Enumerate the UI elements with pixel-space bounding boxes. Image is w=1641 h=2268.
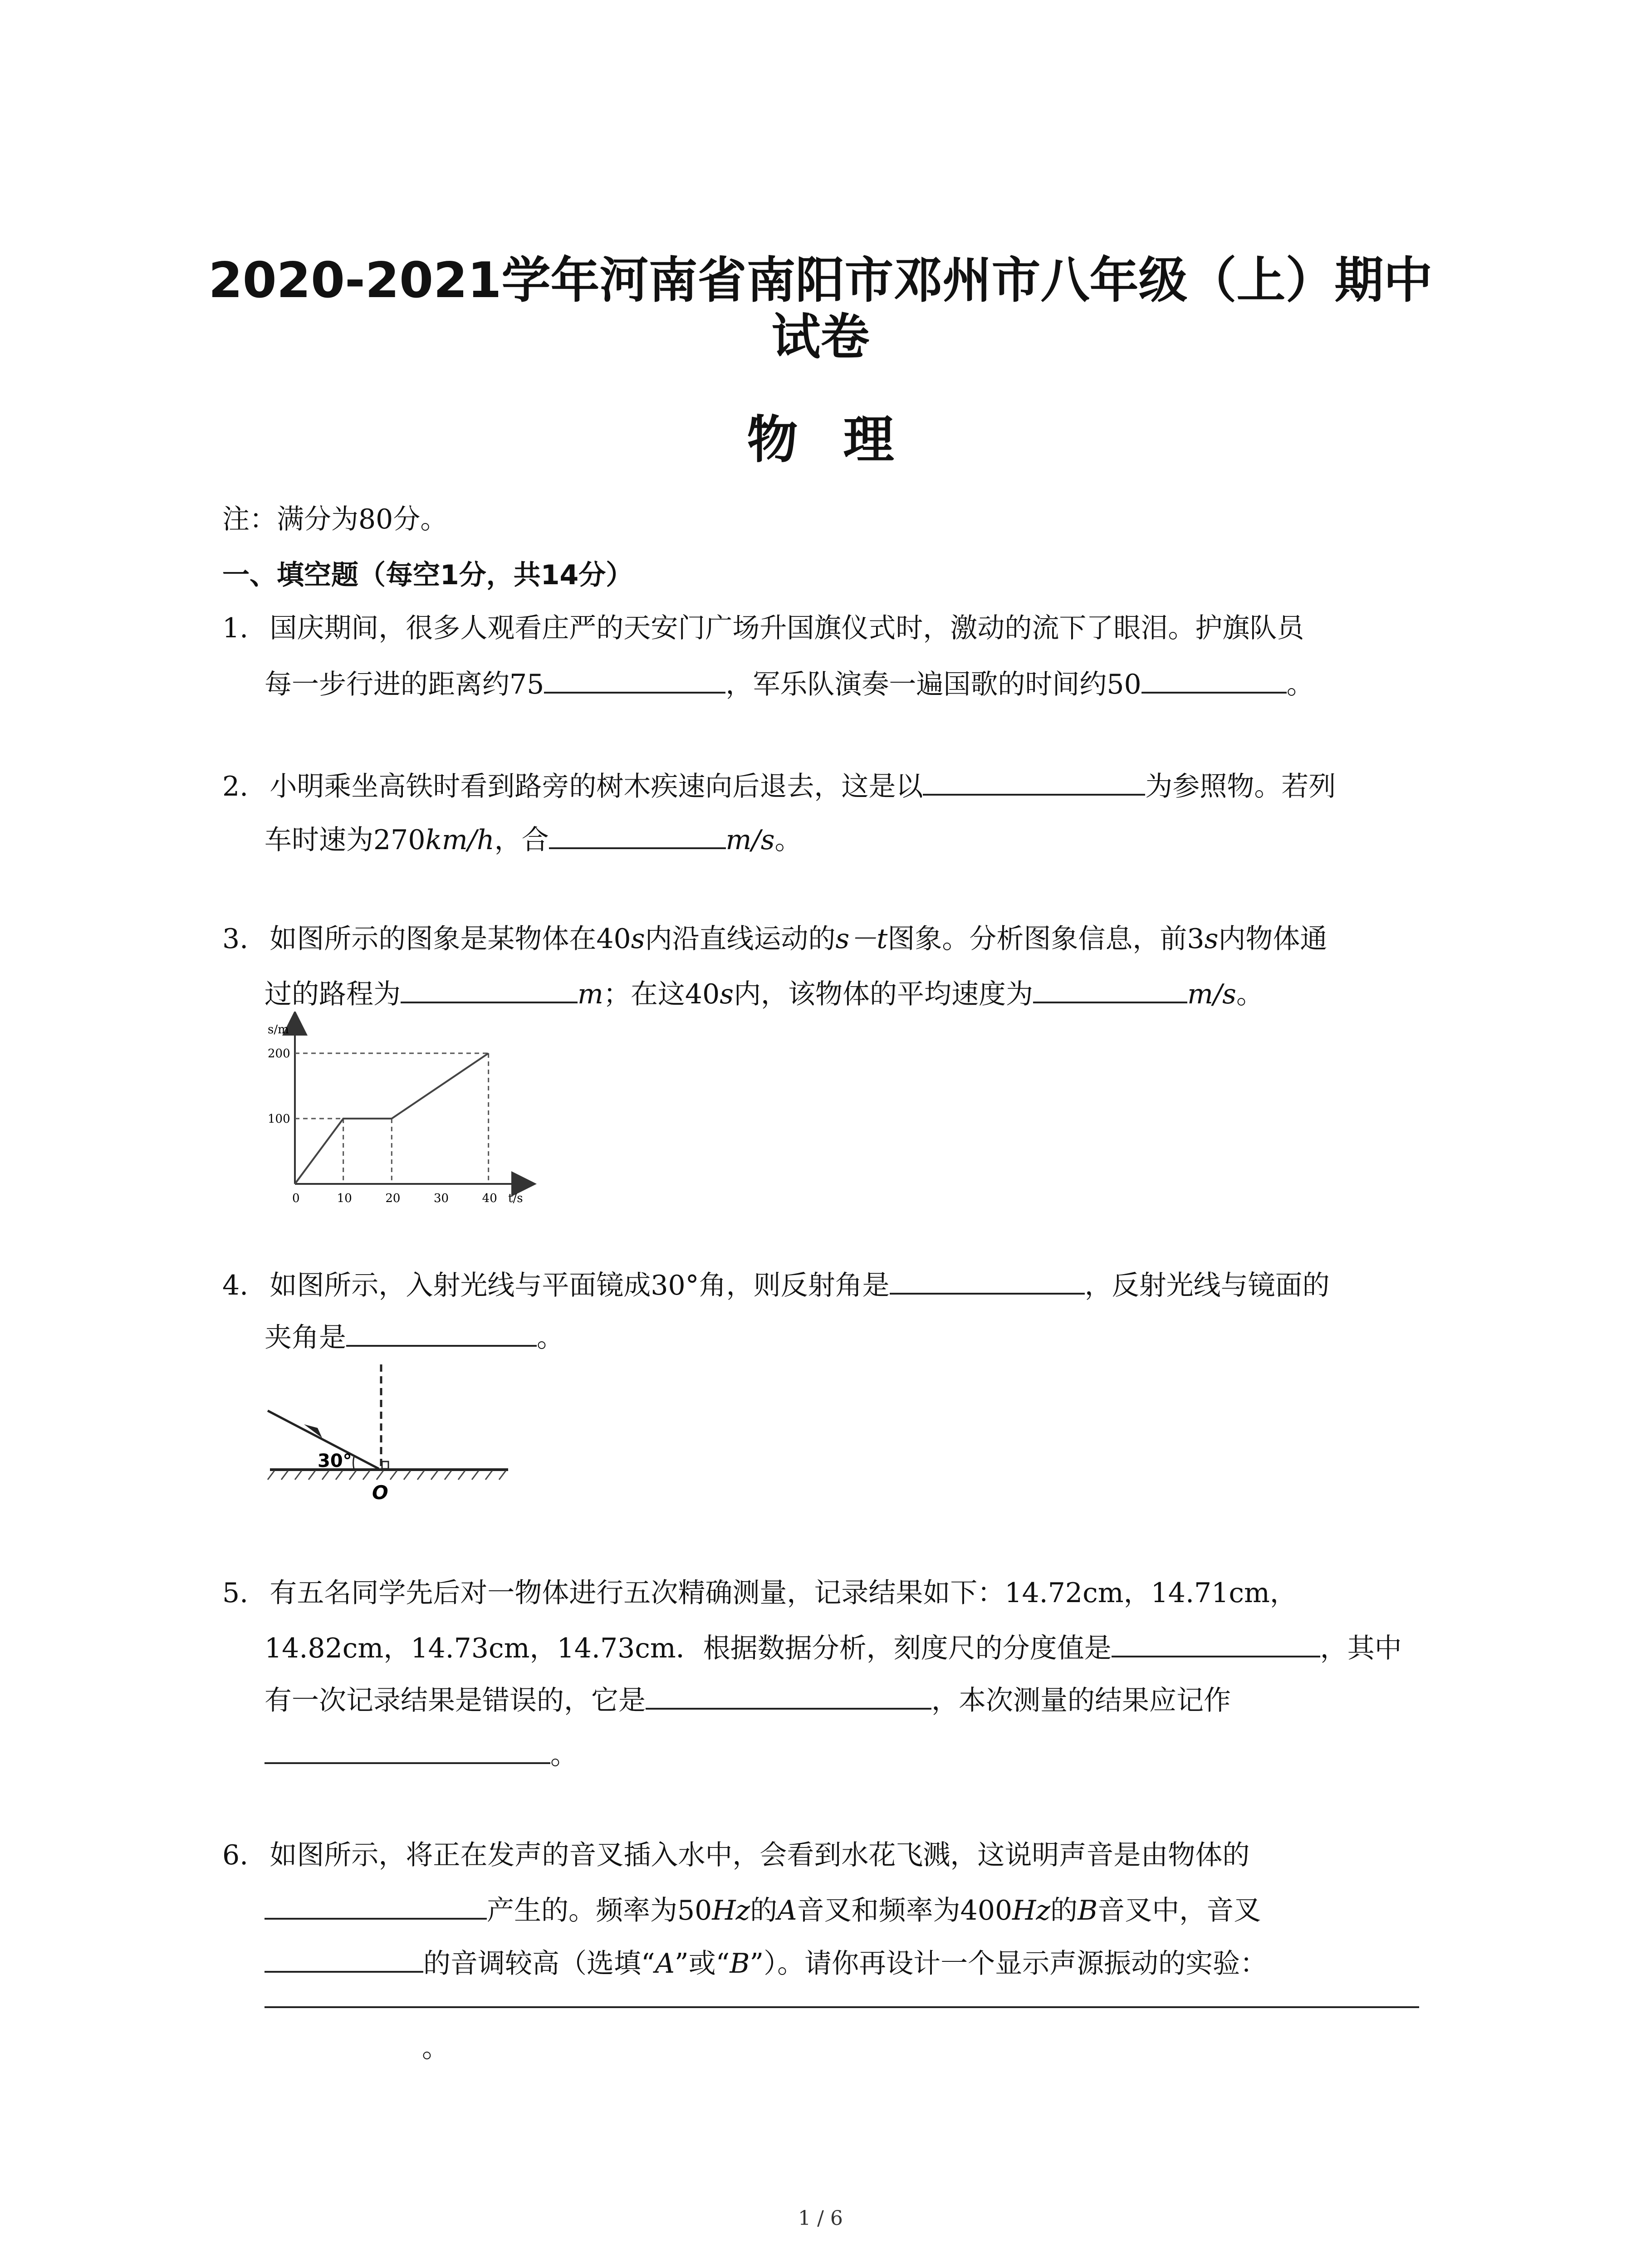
answer-blank[interactable] xyxy=(1112,1628,1320,1657)
question-text: 为参照物。若列 xyxy=(1145,771,1336,802)
question-text: 车时速为270 xyxy=(265,824,426,856)
question-5-line2 xyxy=(265,1628,1402,1667)
answer-blank[interactable] xyxy=(549,820,726,849)
unit: s xyxy=(1204,923,1219,955)
question-text: 小明乘坐高铁时看到路旁的树木疾速向后退去，这是以 xyxy=(269,771,923,802)
question-text: 如图所示，入射光线与平面镜成30°角，则反射角是 xyxy=(269,1270,890,1301)
question-text: 产生的。频率为50 xyxy=(487,1895,712,1926)
fork-label: B xyxy=(1078,1895,1098,1926)
question-text: 14.82cm，14.73cm，14.73cm．根据数据分析，刻度尺的分度值是 xyxy=(265,1633,1112,1664)
unit: m/s xyxy=(1187,978,1236,1010)
question-text: ”或“ xyxy=(675,1948,730,1980)
y-axis-label: s/m xyxy=(268,1023,289,1036)
y-tick-label: 200 xyxy=(268,1047,290,1061)
question-6 xyxy=(222,1837,1249,1873)
question-1 xyxy=(222,610,1304,646)
answer-blank[interactable] xyxy=(544,665,725,694)
answer-blank[interactable] xyxy=(265,1735,550,1764)
right-angle-mark xyxy=(382,1461,388,1469)
question-3-line2 xyxy=(265,974,1264,1012)
question-4 xyxy=(222,1266,1330,1304)
question-4-line2 xyxy=(265,1318,564,1356)
question-6-line4: 。 xyxy=(422,2032,449,2064)
question-text: 如图所示，将正在发声的音叉插入水中，会看到水花飞溅，这说明声音是由物体的 xyxy=(269,1839,1250,1871)
question-2-line2 xyxy=(265,820,802,858)
score-note: 注：满分为80分。 xyxy=(222,503,448,535)
question-text: 的 xyxy=(750,1895,778,1926)
question-5-line4 xyxy=(265,1735,578,1773)
question-text: ，军乐队演奏一遍国歌的时间约50 xyxy=(725,669,1141,700)
question-text: 如图所示的图象是某物体在40 xyxy=(269,923,631,955)
answer-blank[interactable] xyxy=(646,1681,931,1710)
answer-blank[interactable] xyxy=(265,2006,1419,2008)
unit: Hz xyxy=(1012,1895,1051,1926)
question-text: 。 xyxy=(550,1739,578,1771)
unit: Hz xyxy=(712,1895,750,1926)
angle-arc xyxy=(353,1457,354,1469)
unit: s xyxy=(631,923,645,955)
answer-blank[interactable] xyxy=(265,1944,423,1973)
subject-heading: 物理 xyxy=(747,411,940,469)
section-heading-fill-blank: 一、填空题（每空1分，共14分） xyxy=(222,559,633,591)
question-5-line3 xyxy=(265,1681,1231,1719)
question-text: 有五名同学先后对一物体进行五次精确测量，记录结果如下：14.72cm，14.71cm， xyxy=(269,1577,1297,1609)
question-text: 的 xyxy=(1050,1895,1078,1926)
question-text: ”）。请你再设计一个显示声源振动的实验： xyxy=(749,1948,1268,1980)
question-number: 1. xyxy=(222,612,249,644)
unit: m/s xyxy=(725,824,775,856)
page-title-line2: 试卷 xyxy=(771,309,870,366)
question-number: 5. xyxy=(222,1577,249,1609)
page-number: 1 / 6 xyxy=(798,2207,843,2230)
x-tick-label: 10 xyxy=(337,1192,352,1205)
question-text: ，本次测量的结果应记作 xyxy=(931,1685,1231,1716)
question-text: ；在这40 xyxy=(603,978,720,1010)
y-tick-label: 100 xyxy=(268,1112,290,1126)
x-tick-label: 20 xyxy=(385,1192,401,1205)
mirror-hatching xyxy=(268,1471,506,1480)
page-title: 2020-2021学年河南省南阳市邓州市八年级（上）期中 xyxy=(208,252,1433,309)
question-number: 2. xyxy=(222,771,249,802)
question-text: 有一次记录结果是错误的，它是 xyxy=(265,1685,646,1716)
question-6-line2 xyxy=(265,1891,1261,1929)
option-label: B xyxy=(730,1948,750,1980)
question-text: 。 xyxy=(1286,669,1314,700)
question-text: 内，该物体的平均速度为 xyxy=(734,978,1034,1010)
unit: m xyxy=(578,978,603,1010)
answer-blank[interactable] xyxy=(1033,974,1187,1003)
x-tick-label: 30 xyxy=(434,1192,449,1205)
unit: s xyxy=(720,978,734,1010)
mirror-reflection-figure xyxy=(263,1361,517,1510)
question-text: 。 xyxy=(774,824,802,856)
graph-type: s－t xyxy=(835,923,888,955)
question-text: 图象。分析图象信息，前3 xyxy=(887,923,1205,955)
question-1-line2 xyxy=(265,665,1314,703)
question-text: 内物体通 xyxy=(1218,923,1327,955)
question-text: 夹角是 xyxy=(265,1322,346,1354)
question-2 xyxy=(222,767,1336,805)
angle-label: 30° xyxy=(318,1451,352,1471)
question-3 xyxy=(222,921,1327,957)
question-number: 3. xyxy=(222,923,249,955)
question-text: 音叉和频率为400 xyxy=(797,1895,1013,1926)
answer-blank[interactable] xyxy=(1141,665,1287,694)
answer-blank[interactable] xyxy=(923,767,1145,796)
answer-blank[interactable] xyxy=(890,1266,1085,1295)
option-label: A xyxy=(655,1948,675,1980)
x-tick-label: 40 xyxy=(482,1192,497,1205)
question-text: 。 xyxy=(537,1322,564,1354)
answer-blank[interactable] xyxy=(346,1318,537,1347)
question-5 xyxy=(222,1575,1297,1611)
question-6-line3 xyxy=(265,1944,1267,1982)
question-text: ，其中 xyxy=(1320,1633,1402,1664)
s-t-graph xyxy=(263,1012,544,1211)
incidence-point-label: O xyxy=(372,1481,388,1504)
question-number: 4. xyxy=(222,1270,249,1301)
fork-label: A xyxy=(777,1895,797,1926)
question-text: 过的路程为 xyxy=(265,978,401,1010)
x-axis-label: t/s xyxy=(508,1192,523,1205)
question-text: 每一步行进的距离约75 xyxy=(265,669,544,700)
question-number: 6. xyxy=(222,1839,249,1871)
question-text: 国庆期间，很多人观看庄严的天安门广场升国旗仪式时，激动的流下了眼泪。护旗队员 xyxy=(269,612,1304,644)
question-text: 的音调较高（选填“ xyxy=(423,1948,655,1980)
question-text: 内沿直线运动的 xyxy=(645,923,836,955)
unit: km/h xyxy=(425,824,495,856)
question-text: ，合 xyxy=(494,824,549,856)
question-text: 。 xyxy=(1236,978,1264,1010)
question-text: 音叉中，音叉 xyxy=(1097,1895,1261,1926)
x-tick-label: 0 xyxy=(292,1192,300,1205)
answer-blank[interactable] xyxy=(401,974,578,1003)
question-text: ，反射光线与镜面的 xyxy=(1084,1270,1330,1301)
answer-blank[interactable] xyxy=(265,1891,487,1920)
